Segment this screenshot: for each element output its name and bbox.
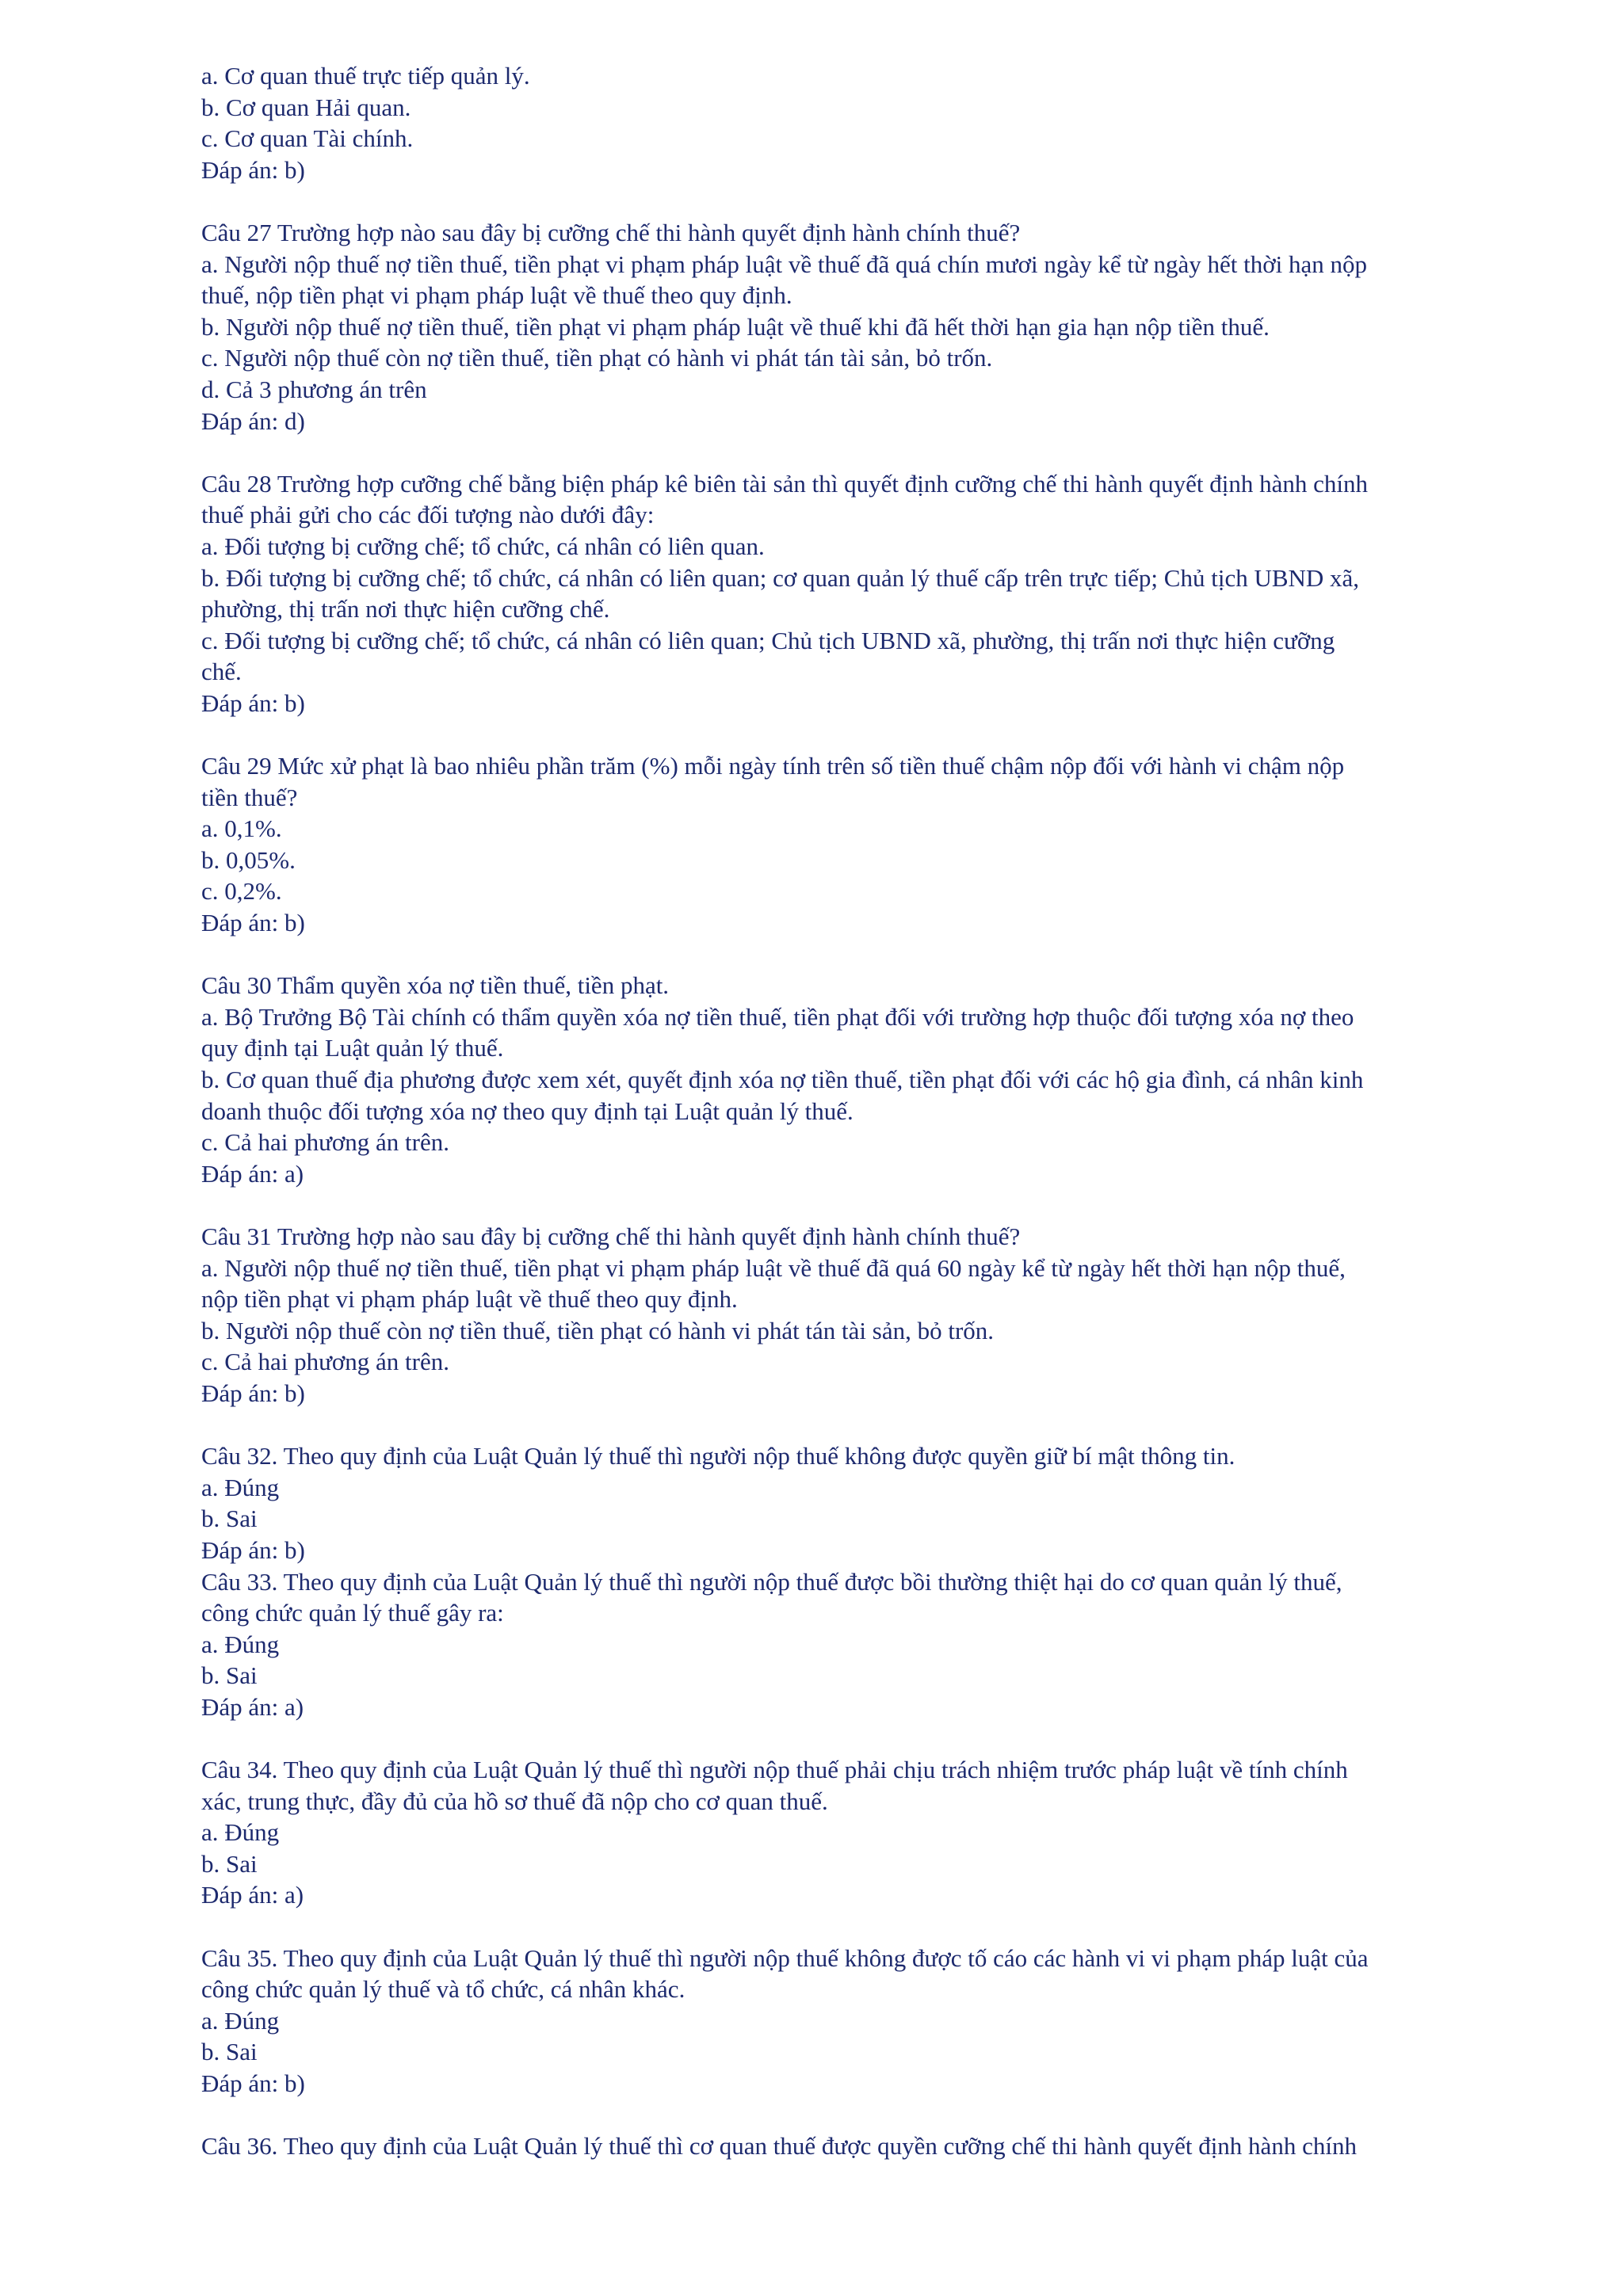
text-line: b. Sai xyxy=(201,2038,258,2066)
question-block xyxy=(201,217,1517,437)
question-block xyxy=(201,2130,1517,2162)
text-line: Câu 33. Theo quy định của Luật Quản lý thuế thì người nộp thuế được bồi thường thiệt hại do cơ quan quản lý thuế, xyxy=(201,1567,1342,1596)
text-line: doanh thuộc đối tượng xóa nợ theo quy định tại Luật quản lý thuế. xyxy=(201,1097,854,1125)
text-line: b. Sai xyxy=(201,1849,258,1878)
text-line: c. 0,2%. xyxy=(201,877,282,906)
text-line: b. 0,05%. xyxy=(201,845,296,874)
text-line: c. Đối tượng bị cưỡng chế; tổ chức, cá nhân có liên quan; Chủ tịch UBND xã, phường, thị trấn nơi thực hiện cưỡng xyxy=(201,626,1335,654)
question-block xyxy=(201,1440,1517,1566)
text-line: a. Đúng xyxy=(201,1818,280,1847)
question-block xyxy=(201,750,1517,939)
text-line: a. Đúng xyxy=(201,1630,280,1658)
text-line: a. Bộ Trưởng Bộ Tài chính có thẩm quyền xóa nợ tiền thuế, tiền phạt đối với trường hợp thuộc đối tượng xóa nợ theo xyxy=(201,1002,1354,1031)
text-line: c. Người nộp thuế còn nợ tiền thuế, tiền phạt có hành vi phát tán tài sản, bỏ trốn. xyxy=(201,344,993,372)
text-line: Câu 35. Theo quy định của Luật Quản lý thuế thì người nộp thuế không được tố cáo các hành vi vi phạm pháp luật của xyxy=(201,1943,1369,1972)
text-line: Đáp án: a) xyxy=(201,1159,304,1188)
text-line: Đáp án: b) xyxy=(201,688,305,717)
question-block xyxy=(201,1943,1517,2100)
text-line: c. Cả hai phương án trên. xyxy=(201,1128,449,1157)
text-line: Đáp án: b) xyxy=(201,909,305,937)
text-line: Câu 28 Trường hợp cưỡng chế bằng biện pháp kê biên tài sản thì quyết định cưỡng chế thi hành quyết định hành chính xyxy=(201,469,1368,498)
text-line: Đáp án: a) xyxy=(201,1692,304,1721)
text-line: tiền thuế? xyxy=(201,783,298,811)
text-line: b. Người nộp thuế nợ tiền thuế, tiền phạt vi phạm pháp luật về thuế khi đã hết thời hạn gia hạn nộp tiền thuế. xyxy=(201,312,1270,341)
text-line: d. Cả 3 phương án trên xyxy=(201,375,427,403)
text-line: b. Cơ quan thuế địa phương được xem xét, quyết định xóa nợ tiền thuế, tiền phạt đối với các hộ gia đình, cá nhân kinh xyxy=(201,1066,1364,1093)
text-line: a. Cơ quan thuế trực tiếp quản lý. xyxy=(201,62,530,90)
text-line: Câu 36. Theo quy định của Luật Quản lý thuế thì cơ quan thuế được quyền cưỡng chế thi hành quyết định hành chính xyxy=(201,2132,1357,2161)
text-line: a. 0,1%. xyxy=(201,814,282,843)
text-line: b. Cơ quan Hải quan. xyxy=(201,93,411,121)
text-line: Câu 34. Theo quy định của Luật Quản lý thuế thì người nộp thuế phải chịu trách nhiệm trước pháp luật về tính chính xyxy=(201,1756,1348,1784)
text-line: thuế phải gửi cho các đối tượng nào dưới đây: xyxy=(201,501,655,529)
question-block xyxy=(201,970,1517,1189)
text-line: a. Người nộp thuế nợ tiền thuế, tiền phạt vi phạm pháp luật về thuế đã quá 60 ngày kể từ ngày hết thời hạn nộp thuế, xyxy=(201,1253,1346,1282)
text-line: a. Người nộp thuế nợ tiền thuế, tiền phạt vi phạm pháp luật về thuế đã quá chín mươi ngày kể từ ngày hết thời hạn nộp xyxy=(201,250,1368,278)
text-line: b. Sai xyxy=(201,1661,258,1690)
text-line: xác, trung thực, đầy đủ của hồ sơ thuế đã nộp cho cơ quan thuế. xyxy=(201,1787,828,1815)
text-line: Đáp án: a) xyxy=(201,1881,304,1909)
question-block xyxy=(201,60,1517,185)
text-line: công chức quản lý thuế và tổ chức, cá nhân khác. xyxy=(201,1975,685,2004)
document-page xyxy=(201,60,1517,2162)
text-line: phường, thị trấn nơi thực hiện cưỡng chế. xyxy=(201,595,610,624)
text-line: thuế, nộp tiền phạt vi phạm pháp luật về thuế theo quy định. xyxy=(201,281,792,310)
text-line: c. Cả hai phương án trên. xyxy=(201,1348,449,1376)
text-line: a. Đúng xyxy=(201,1473,280,1501)
text-line: Câu 27 Trường hợp nào sau đây bị cưỡng chế thi hành quyết định hành chính thuế? xyxy=(201,218,1021,246)
text-line: Câu 30 Thẩm quyền xóa nợ tiền thuế, tiền phạt. xyxy=(201,971,670,1000)
text-line: Đáp án: b) xyxy=(201,2069,305,2097)
text-line: công chức quản lý thuế gây ra: xyxy=(201,1599,504,1627)
question-block xyxy=(201,1754,1517,1911)
text-line: b. Đối tượng bị cưỡng chế; tổ chức, cá nhân có liên quan; cơ quan quản lý thuế cấp trên trực tiếp; Chủ tịch UBND xã, xyxy=(201,563,1360,592)
text-line: Đáp án: b) xyxy=(201,155,305,184)
text-line: b. Người nộp thuế còn nợ tiền thuế, tiền phạt có hành vi phát tán tài sản, bỏ trốn. xyxy=(201,1316,995,1344)
text-line: Câu 32. Theo quy định của Luật Quản lý thuế thì người nộp thuế không được quyền giữ bí mật thông tin. xyxy=(201,1442,1235,1470)
text-line: Đáp án: b) xyxy=(201,1379,305,1407)
text-line: Đáp án: b) xyxy=(201,1535,305,1564)
text-line: Đáp án: d) xyxy=(201,406,305,435)
text-line: Câu 29 Mức xử phạt là bao nhiêu phần trăm (%) mỗi ngày tính trên số tiền thuế chậm nộp đối với hành vi chậm nộp xyxy=(201,752,1345,780)
question-block xyxy=(201,1566,1517,1723)
text-line: b. Sai xyxy=(201,1505,258,1533)
text-line: c. Cơ quan Tài chính. xyxy=(201,124,414,153)
text-line: Câu 31 Trường hợp nào sau đây bị cưỡng chế thi hành quyết định hành chính thuế? xyxy=(201,1222,1021,1250)
text-line: quy định tại Luật quản lý thuế. xyxy=(201,1034,504,1062)
question-block xyxy=(201,1221,1517,1409)
text-line: nộp tiền phạt vi phạm pháp luật về thuế theo quy định. xyxy=(201,1285,738,1314)
question-block xyxy=(201,468,1517,719)
text-line: chế. xyxy=(201,658,242,686)
text-line: a. Đối tượng bị cưỡng chế; tổ chức, cá nhân có liên quan. xyxy=(201,532,765,560)
text-line: a. Đúng xyxy=(201,2006,280,2035)
